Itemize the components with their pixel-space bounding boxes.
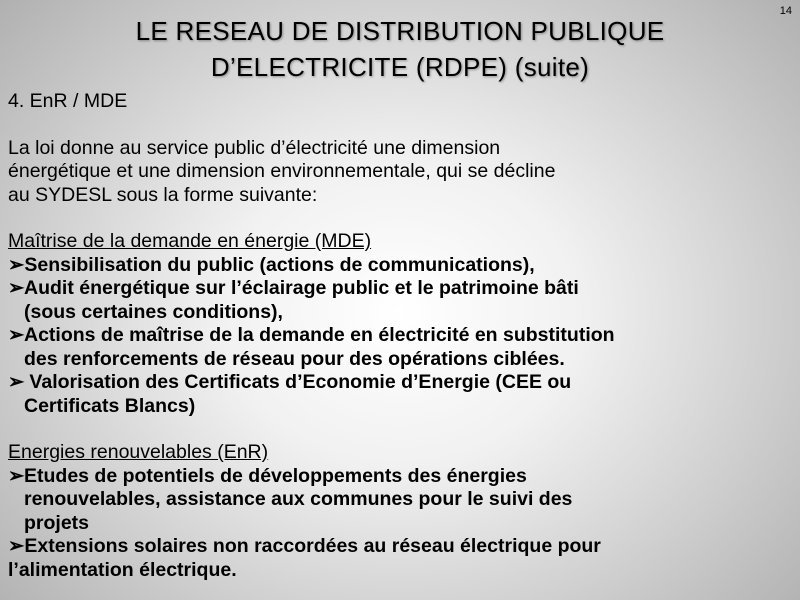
enr-bullet-2-line-1: Extensions solaires non raccordées au réseau électrique pour (24, 535, 601, 557)
title-line-1: LE RESEAU DE DISTRIBUTION PUBLIQUE (135, 16, 665, 46)
intro-line-3: au SYDESL sous la forme suivante: (8, 183, 318, 206)
section-label: 4. EnR / MDE (8, 90, 128, 112)
arrow-bullet-icon: ➢ (8, 464, 25, 487)
mde-bullet-3-line-1: Actions de maîtrise de la demande en électricité en substitution (24, 324, 615, 346)
enr-bullet-2-line-2: l’alimentation électrique. (8, 558, 237, 581)
arrow-bullet-icon: ➢ (8, 324, 25, 346)
enr-heading: Energies renouvelables (EnR) (8, 441, 269, 463)
mde-bullet-3 (8, 324, 792, 371)
mde-bullet-2-line-2: (sous certaines conditions), (24, 300, 283, 323)
enr-bullet-1-line-1: Etudes de potentiels de développements des énergies (24, 464, 527, 487)
arrow-bullet-icon: ➢ (8, 371, 25, 393)
mde-bullet-1 (8, 254, 792, 278)
enr-bullet-1-line-3: projets (24, 511, 90, 534)
intro-line-2: énergétique et une dimension environnementale, qui se décline (8, 160, 556, 182)
mde-bullet-1-text: Sensibilisation du public (actions de communications), (24, 253, 535, 276)
mde-heading: Maîtrise de la demande en énergie (MDE) (8, 230, 372, 252)
slide-title (24, 13, 776, 85)
arrow-bullet-icon: ➢ (8, 277, 25, 299)
intro-line-1: La loi donne au service public d’électricité une dimension (8, 136, 501, 159)
page-number: 14 (779, 5, 792, 17)
enr-bullet-1 (8, 465, 792, 536)
enr-bullet-2 (8, 535, 792, 582)
mde-bullet-4-line-1: Valorisation des Certificats d’Economie d’Energie (CEE ou (24, 371, 572, 393)
mde-bullet-2-line-1: Audit énergétique sur l’éclairage public et le patrimoine bâti (24, 277, 579, 299)
slide-body (8, 90, 792, 582)
mde-bullet-3-line-2: des renforcements de réseau pour des opérations ciblées. (24, 347, 565, 370)
title-line-2: D’ELECTRICITE (RDPE) (suite) (210, 52, 590, 82)
mde-bullet-4 (8, 371, 792, 418)
mde-bullet-2 (8, 277, 792, 324)
mde-bullet-4-line-2: Certificats Blancs) (24, 394, 196, 417)
arrow-bullet-icon: ➢ (8, 535, 25, 557)
enr-bullet-1-line-2: renouvelables, assistance aux communes pour le suivi des (24, 488, 573, 510)
arrow-bullet-icon: ➢ (8, 253, 25, 276)
